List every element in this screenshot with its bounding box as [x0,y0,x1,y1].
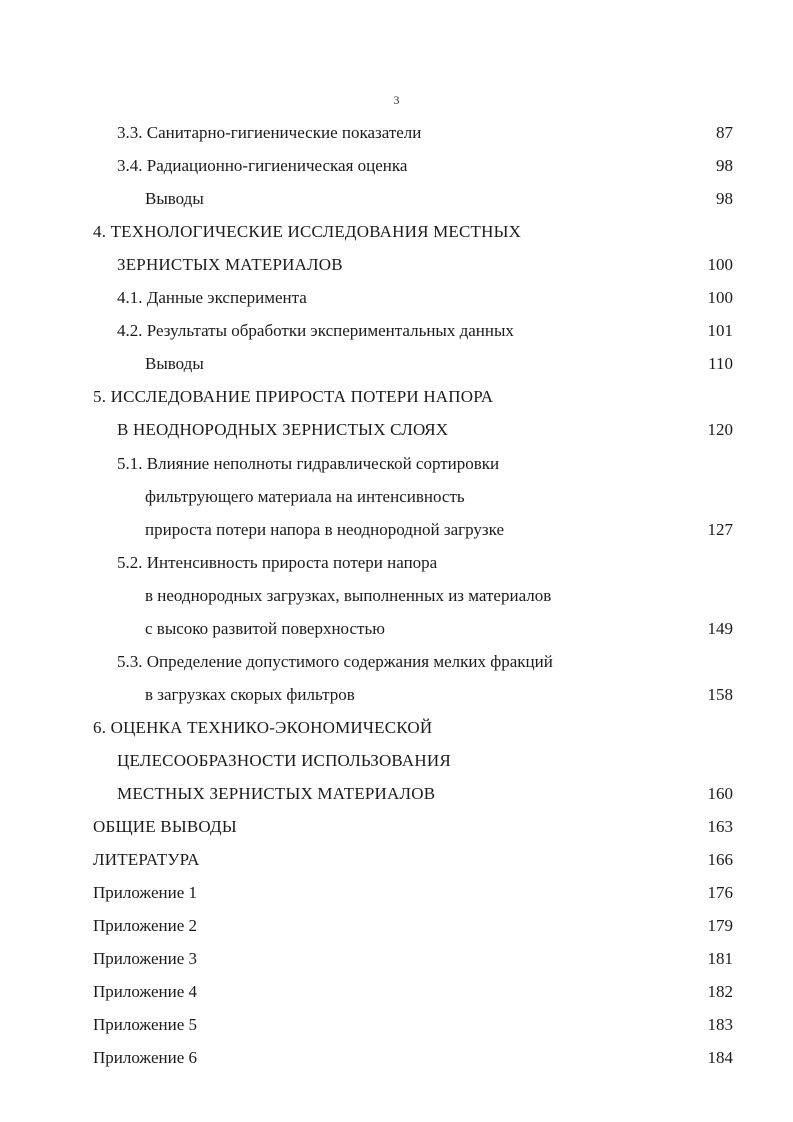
toc-entry-appendix-6: Приложение 6 [93,1048,197,1067]
toc-entry-3-3-page: 87 [716,123,733,142]
toc-entry-5-1-line-1: 5.1. Влияние неполноты гидравлической сортировки [117,454,500,473]
toc-entry-4-2-page: 101 [707,321,733,340]
toc-entry-appendix-1: Приложение 1 [93,883,197,902]
toc-entry-3-3-line-1: 3.3. Санитарно-гигиенические показатели [117,123,422,142]
toc-entry-appendix-5-page: 183 [707,1015,733,1034]
toc-entry-6-page: 160 [707,784,733,803]
toc-entry-appendix-4: Приложение 4 [93,982,197,1001]
toc-entry-appendix-5: Приложение 5 [93,1015,197,1034]
toc-entry-5-page: 120 [707,420,733,439]
toc-entry-3-4-page: 98 [716,156,733,175]
toc-entry-4-line-1: 4. ТЕХНОЛОГИЧЕСКИЕ ИССЛЕДОВАНИЯ МЕСТНЫХ [93,222,522,241]
toc-entry-literature-page: 166 [707,850,733,869]
toc-entry-4-line-2: ЗЕРНИСТЫХ МАТЕРИАЛОВ [117,255,343,274]
toc-entry-4-1-page: 100 [707,288,733,307]
toc-entry-5-line-2: В НЕОДНОРОДНЫХ ЗЕРНИСТЫХ СЛОЯХ [117,420,449,439]
toc-entry-4-page: 100 [707,255,733,274]
toc-entry-5-2-line-1: 5.2. Интенсивность прироста потери напора [117,553,438,572]
toc-entry-appendix-3: Приложение 3 [93,949,197,968]
page-number: 3 [393,93,400,107]
toc-entry-conclusions-3-page: 98 [716,189,733,208]
toc-entry-literature: ЛИТЕРАТУРА [93,850,200,869]
toc-entry-6-line-1: 6. ОЦЕНКА ТЕХНИКО-ЭКОНОМИЧЕСКОЙ [93,718,433,737]
toc-entry-6-line-2: ЦЕЛЕСООБРАЗНОСТИ ИСПОЛЬЗОВАНИЯ [117,751,451,770]
toc-entry-5-1-page: 127 [707,520,733,539]
toc-entry-conclusions-4-line-1: Выводы [145,354,204,373]
toc-entry-general-conclusions: ОБЩИЕ ВЫВОДЫ [93,817,237,836]
toc-entry-5-2-line-3: с высоко развитой поверхностью [145,619,385,638]
toc-entry-4-2-line-1: 4.2. Результаты обработки экспериментальных данных [117,321,514,340]
toc-entry-5-3-line-2: в загрузках скорых фильтров [145,685,355,704]
toc-entry-5-2-line-2: в неоднородных загрузках, выполненных из материалов [145,586,552,605]
toc-entry-5-3-line-1: 5.3. Определение допустимого содержания мелких фракций [117,652,553,671]
toc-entry-appendix-3-page: 181 [707,949,733,968]
toc-entry-appendix-6-page: 184 [707,1048,733,1067]
toc-entry-conclusions-3-line-1: Выводы [145,189,204,208]
toc-entry-appendix-1-page: 176 [707,883,733,902]
toc-entry-5-1-line-3: прироста потери напора в неоднородной загрузке [145,520,504,539]
toc-entry-3-4-line-1: 3.4. Радиационно-гигиеническая оценка [117,156,408,175]
toc-entry-5-3-page: 158 [707,685,733,704]
toc-entry-5-line-1: 5. ИССЛЕДОВАНИЕ ПРИРОСТА ПОТЕРИ НАПОРА [93,387,494,406]
toc-entry-5-1-line-2: фильтрующего материала на интенсивность [145,487,465,506]
toc-entry-general-conclusions-page: 163 [707,817,733,836]
toc-entry-6-line-3: МЕСТНЫХ ЗЕРНИСТЫХ МАТЕРИАЛОВ [117,784,436,803]
toc-entry-appendix-2-page: 179 [707,916,733,935]
toc-entry-conclusions-4-page: 110 [708,354,733,373]
toc-entry-appendix-2: Приложение 2 [93,916,197,935]
toc-entry-appendix-4-page: 182 [707,982,733,1001]
toc-entry-4-1-line-1: 4.1. Данные эксперимента [117,288,307,307]
toc-entry-5-2-page: 149 [707,619,733,638]
